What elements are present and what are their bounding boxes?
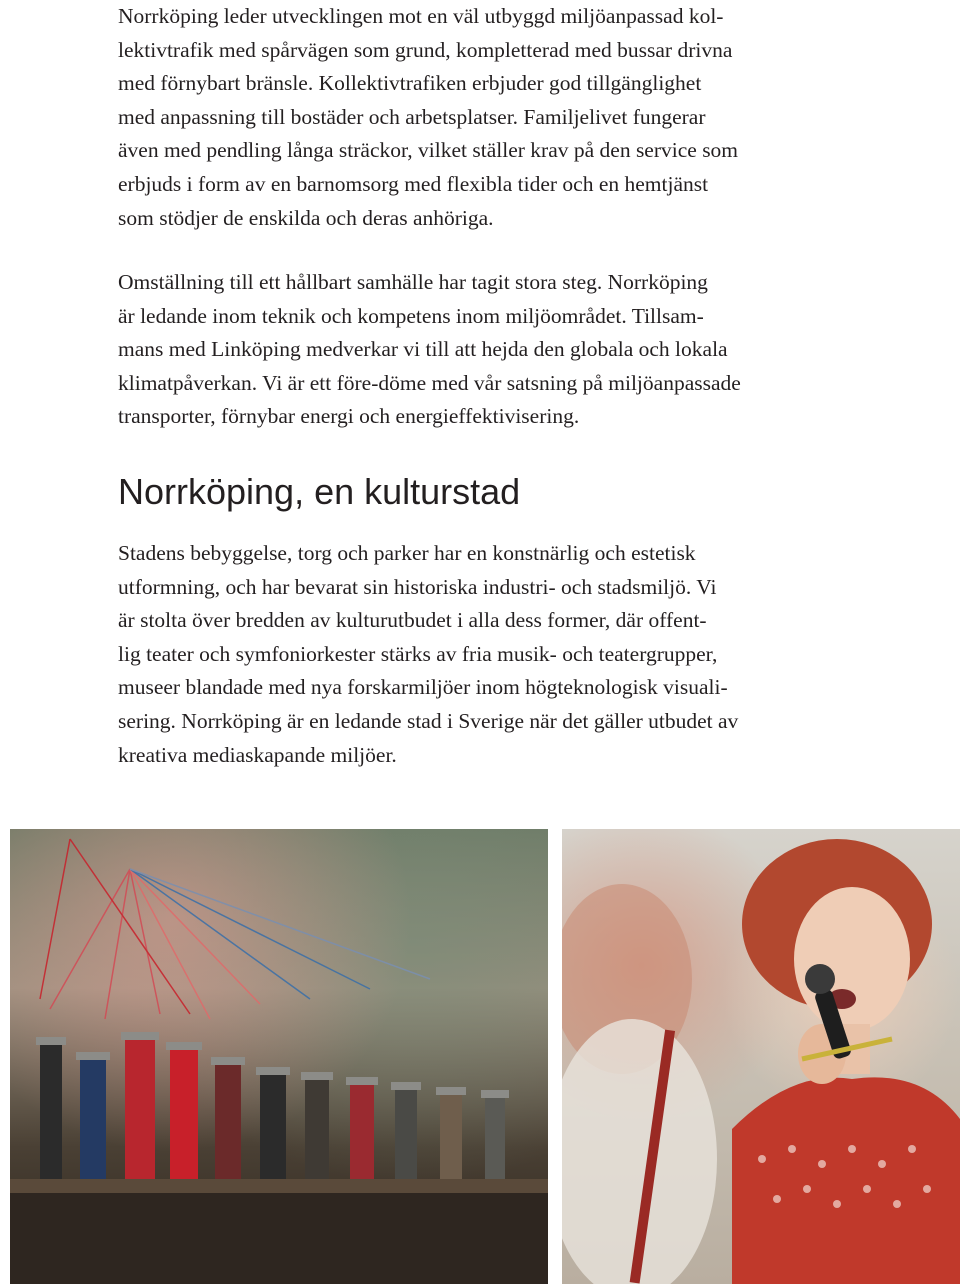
paragraph-culture	[118, 537, 738, 772]
text-line: sering. Norrköping är en ledande stad i Sverige när det gäller utbudet av	[118, 708, 739, 733]
text-line: lig teater och symfoniorkester stärks av fria musik- och teatergrupper,	[118, 641, 718, 666]
text-line: museer blandade med nya forskarmiljöer inom högteknologisk visuali-	[118, 675, 728, 700]
textile-spools-photo	[10, 829, 548, 1284]
text-line: lektivtrafik med spårvägen som grund, kompletterad med bussar drivna	[118, 37, 733, 62]
text-line: utformning, och har bevarat sin historiska industri- och stadsmiljö. Vi	[118, 574, 717, 599]
textile-spools-illustration	[10, 829, 548, 1284]
text-line: med förnybart bränsle. Kollektivtrafiken erbjuder god tillgänglighet	[118, 71, 702, 96]
text-line: med anpassning till bostäder och arbetsplatser. Familjelivet fungerar	[118, 104, 706, 129]
paragraph-sustainability	[118, 266, 741, 434]
text-line: Omställning till ett hållbart samhälle har tagit stora steg. Norrköping	[118, 270, 708, 294]
text-line: är ledande inom teknik och kompetens inom miljöområdet. Tillsam-	[118, 303, 704, 328]
text-line: erbjuds i form av en barnomsorg med flexibla tider och en hemtjänst	[118, 171, 709, 196]
paragraph-transport	[118, 0, 738, 235]
text-line: transporter, förnybar energi och energieffektivisering.	[118, 404, 580, 429]
text-line: kreativa mediaskapande miljöer.	[118, 742, 397, 767]
text-line: även med pendling långa sträckor, vilket ställer krav på den service som	[118, 138, 739, 163]
singer-photo	[562, 829, 960, 1284]
section-heading: Norrköping, en kulturstad	[118, 471, 521, 512]
text-line: är stolta över bredden av kulturutbudet i alla dess former, där offent-	[118, 608, 707, 633]
text-line: klimatpåverkan. Vi är ett före-döme med vår satsning på miljöanpassade	[118, 370, 741, 395]
text-line: Stadens bebyggelse, torg och parker har en konstnärlig och estetisk	[118, 541, 696, 565]
singer-illustration	[562, 829, 960, 1284]
text-line: som stödjer de enskilda och deras anhöriga.	[118, 205, 494, 230]
text-line: Norrköping leder utvecklingen mot en väl utbyggd miljöanpassad kol-	[118, 4, 724, 28]
text-line: mans med Linköping medverkar vi till att hejda den globala och lokala	[118, 337, 728, 362]
